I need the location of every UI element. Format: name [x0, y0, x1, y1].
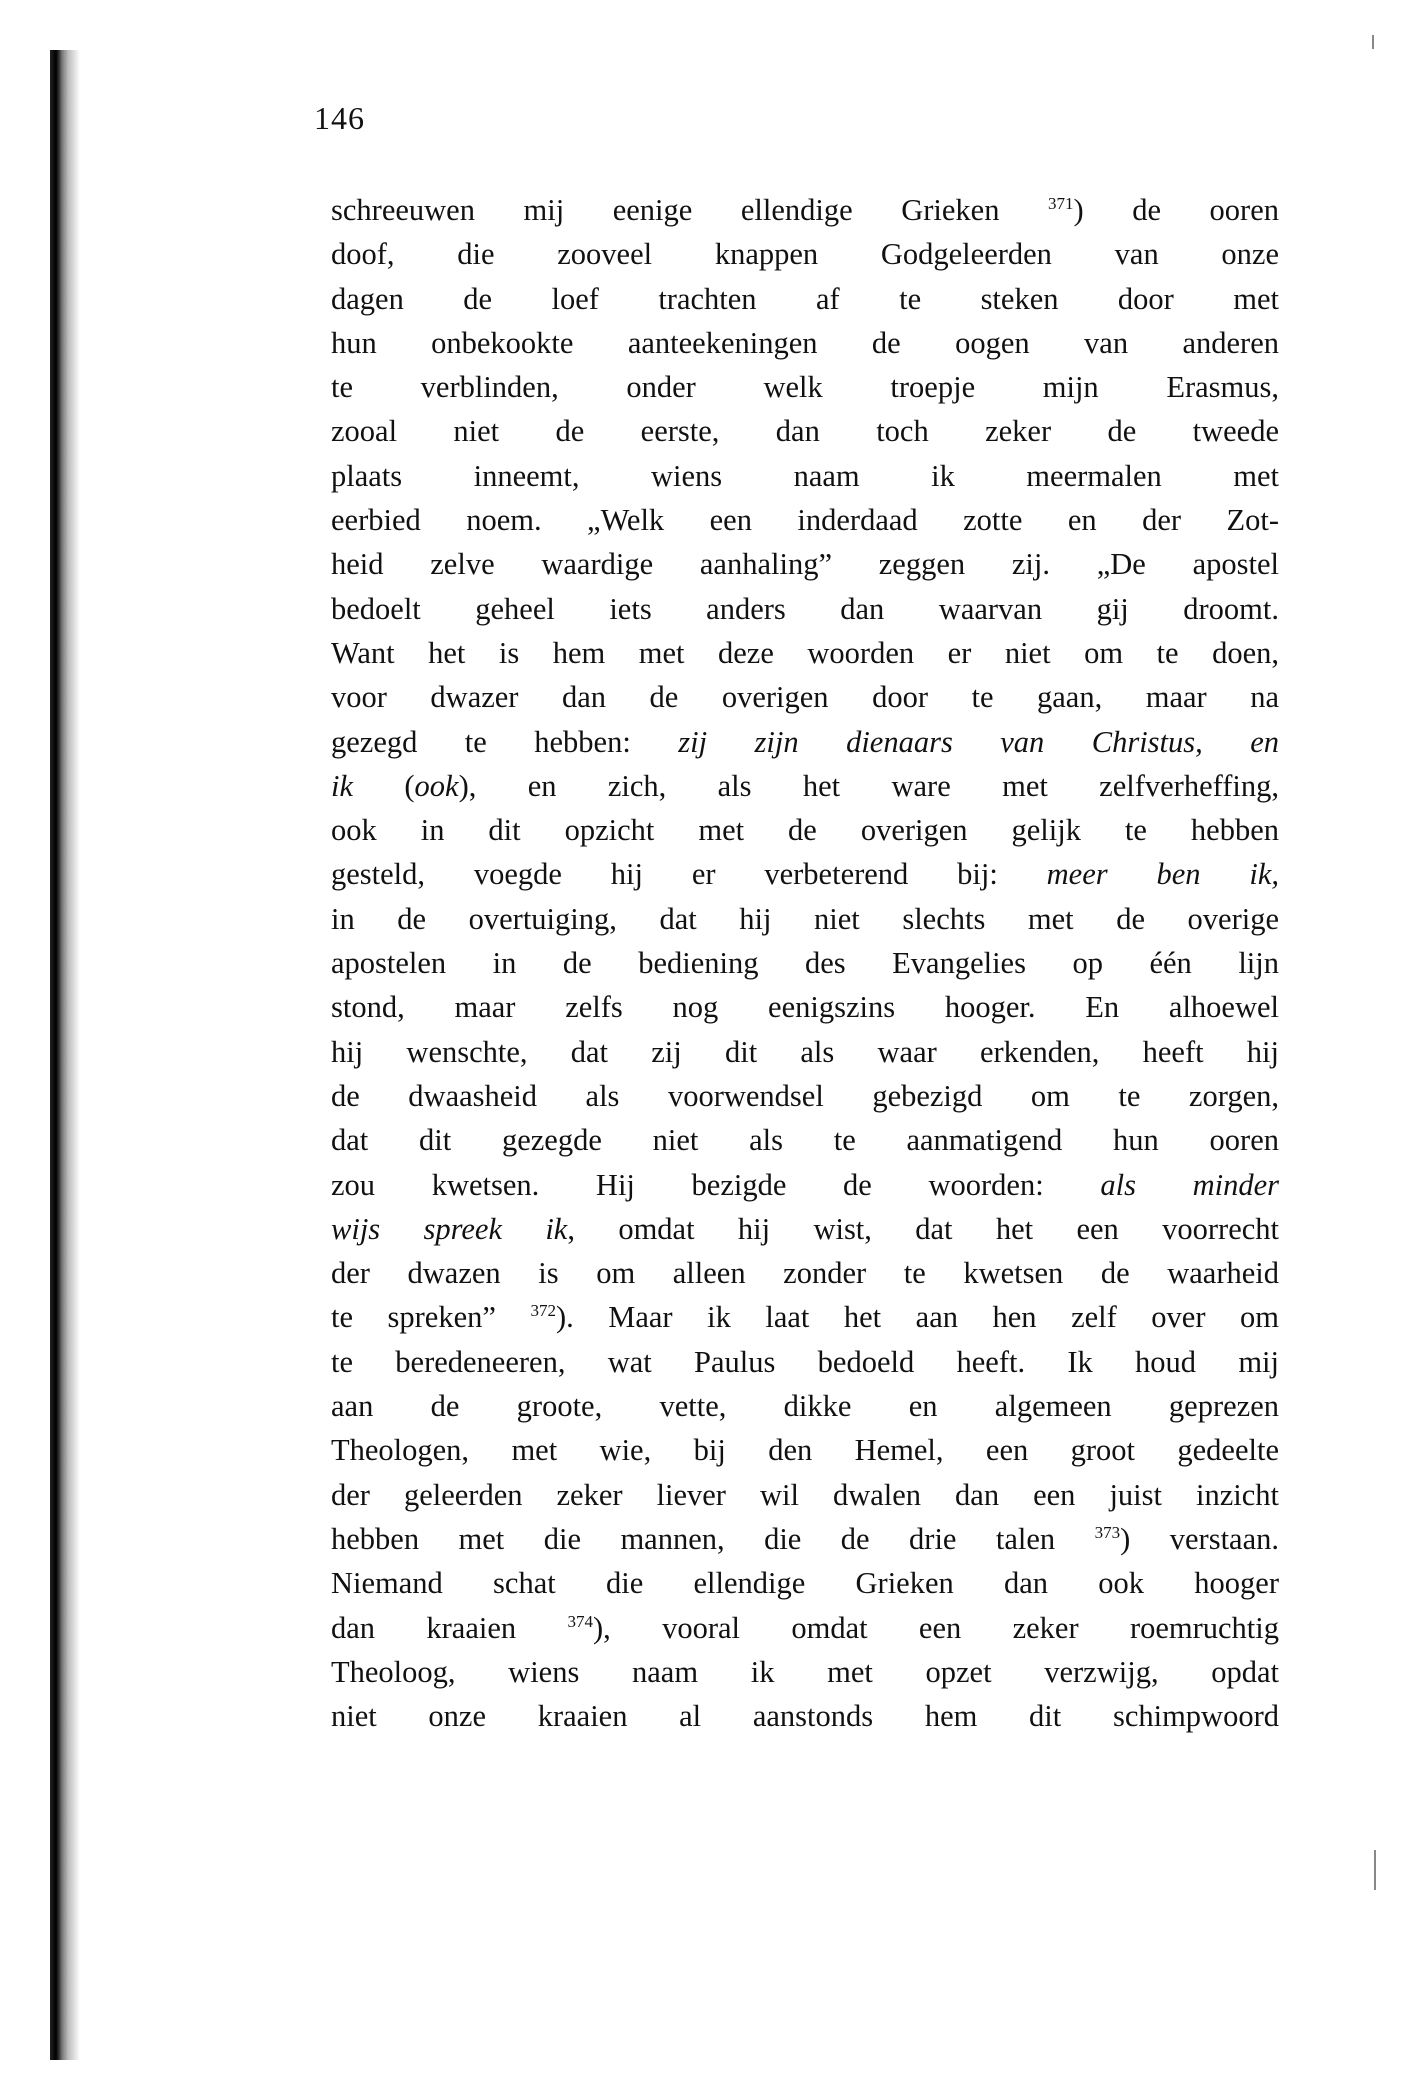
text-segment: doof, die zooveel knappen Godgeleerden van onze: [331, 237, 1279, 272]
text-line: [331, 985, 1279, 1029]
italic-quote: ik: [331, 768, 354, 803]
text-line: [331, 1561, 1279, 1605]
text-line: [331, 1606, 1279, 1650]
text-line: [331, 232, 1279, 276]
text-segment: eerbied noem. „Welk een inderdaad zotte en der Zot-: [331, 503, 1279, 538]
text-segment: in de overtuiging, dat hij niet slechts met de overige: [331, 901, 1279, 936]
italic-quote: als minder: [1100, 1167, 1279, 1202]
text-segment: ), en zich, als het ware met zelfverheffing,: [458, 768, 1279, 803]
text-line: [331, 1473, 1279, 1517]
italic-quote: wijs spreek ik: [331, 1211, 568, 1246]
text-line: [331, 188, 1279, 232]
text-segment: bedoelt geheel iets anders dan waarvan gij droomt.: [331, 591, 1279, 626]
text-line: [331, 720, 1279, 764]
scan-speck: [1372, 35, 1374, 49]
text-line: [331, 1650, 1279, 1694]
text-segment: te spreken”: [331, 1300, 531, 1335]
text-line: [331, 764, 1279, 808]
italic-quote: ook: [414, 768, 459, 803]
text-segment: , omdat hij wist, dat het een voorrecht: [567, 1211, 1279, 1246]
text-line: [331, 941, 1279, 985]
text-line: [331, 542, 1279, 586]
text-segment: hun onbekookte aanteekeningen de oogen van anderen: [331, 325, 1279, 360]
text-line: [331, 365, 1279, 409]
scanned-page-binding-edge: [50, 50, 80, 2060]
text-segment: dat dit gezegde niet als te aanmatigend hun ooren: [331, 1123, 1279, 1158]
text-segment: Theologen, met wie, bij den Hemel, een groot gedeelte: [331, 1433, 1279, 1468]
text-line: [331, 631, 1279, 675]
text-segment: ), vooral omdat een zeker roemruchtig: [592, 1610, 1280, 1645]
footnote-reference: 373: [1094, 1522, 1121, 1542]
text-line: [331, 454, 1279, 498]
text-line: [331, 1428, 1279, 1472]
text-segment: ). Maar ik laat het aan hen zelf over om: [555, 1300, 1279, 1335]
text-line: [331, 1163, 1279, 1207]
italic-quote: zij zijn dienaars van Christus, en: [678, 724, 1280, 759]
text-line: [331, 277, 1279, 321]
text-line: [331, 1251, 1279, 1295]
text-segment: niet onze kraaien al aanstonds hem dit schimpwoord: [331, 1699, 1279, 1734]
text-line: [331, 1340, 1279, 1384]
text-segment: plaats inneemt, wiens naam ik meermalen met: [331, 458, 1279, 493]
text-segment: Want het is hem met deze woorden er niet om te doen,: [331, 635, 1279, 670]
text-segment: hij wenschte, dat zij dit als waar erkenden, heeft hij: [331, 1034, 1279, 1069]
text-segment: ook in dit opzicht met de overigen gelijk te hebben: [331, 813, 1279, 848]
text-segment: ) de ooren: [1073, 193, 1279, 227]
text-segment: zou kwetsen. Hij bezigde de woorden:: [331, 1167, 1101, 1202]
text-segment: schreeuwen mij eenige ellendige Grieken: [331, 193, 1048, 227]
text-segment: hebben met die mannen, die de drie talen: [331, 1521, 1095, 1556]
text-segment: aan de groote, vette, dikke en algemeen geprezen: [331, 1389, 1279, 1424]
text-segment: voor dwazer dan de overigen door te gaan, maar na: [331, 680, 1279, 715]
text-segment: te verblinden, onder welk troepje mijn Erasmus,: [331, 370, 1279, 405]
text-line: [331, 1295, 1279, 1339]
footnote-reference: 371: [1048, 194, 1074, 213]
text-line: [331, 587, 1279, 631]
text-segment: apostelen in de bediening des Evangelies op één lijn: [331, 946, 1279, 981]
text-line: [331, 852, 1279, 896]
scan-speck: [1374, 1850, 1376, 1890]
text-line: [331, 897, 1279, 941]
text-line: [331, 1074, 1279, 1118]
text-segment: (: [353, 768, 415, 803]
text-segment: dan kraaien: [331, 1610, 568, 1645]
text-line: [331, 1694, 1279, 1738]
footnote-reference: 374: [567, 1611, 593, 1631]
text-segment: stond, maar zelfs nog eenigszins hooger. En alhoewel: [331, 990, 1279, 1025]
text-line: [331, 808, 1279, 852]
text-line: [331, 1207, 1279, 1251]
italic-quote: meer ben ik,: [1046, 857, 1279, 892]
footnote-reference: 372: [530, 1301, 556, 1321]
text-segment: zooal niet de eerste, dan toch zeker de tweede: [331, 414, 1279, 449]
text-segment: der geleerden zeker liever wil dwalen dan een juist inzicht: [331, 1477, 1279, 1512]
text-segment: ) verstaan.: [1120, 1521, 1279, 1556]
text-line: [331, 1030, 1279, 1074]
text-line: [331, 409, 1279, 453]
text-segment: heid zelve waardige aanhaling” zeggen zij. „De apostel: [331, 547, 1279, 582]
text-segment: gesteld, voegde hij er verbeterend bij:: [331, 857, 1047, 892]
text-line: [331, 1517, 1279, 1561]
text-segment: dagen de loef trachten af te steken door met: [331, 281, 1279, 316]
page-number: 146: [314, 100, 365, 136]
text-segment: Theoloog, wiens naam ik met opzet verzwijg, opdat: [331, 1654, 1279, 1689]
body-text: [331, 188, 1279, 1738]
text-line: [331, 498, 1279, 542]
text-segment: Niemand schat die ellendige Grieken dan ook hooger: [331, 1566, 1279, 1601]
text-line: [331, 1118, 1279, 1162]
text-segment: de dwaasheid als voorwendsel gebezigd om te zorgen,: [331, 1078, 1279, 1113]
text-line: [331, 321, 1279, 365]
text-segment: gezegd te hebben:: [331, 724, 679, 759]
text-segment: te beredeneeren, wat Paulus bedoeld heeft. Ik houd mij: [331, 1344, 1279, 1379]
text-line: [331, 1384, 1279, 1428]
text-segment: der dwazen is om alleen zonder te kwetsen de waarheid: [331, 1256, 1279, 1291]
text-line: [331, 675, 1279, 719]
